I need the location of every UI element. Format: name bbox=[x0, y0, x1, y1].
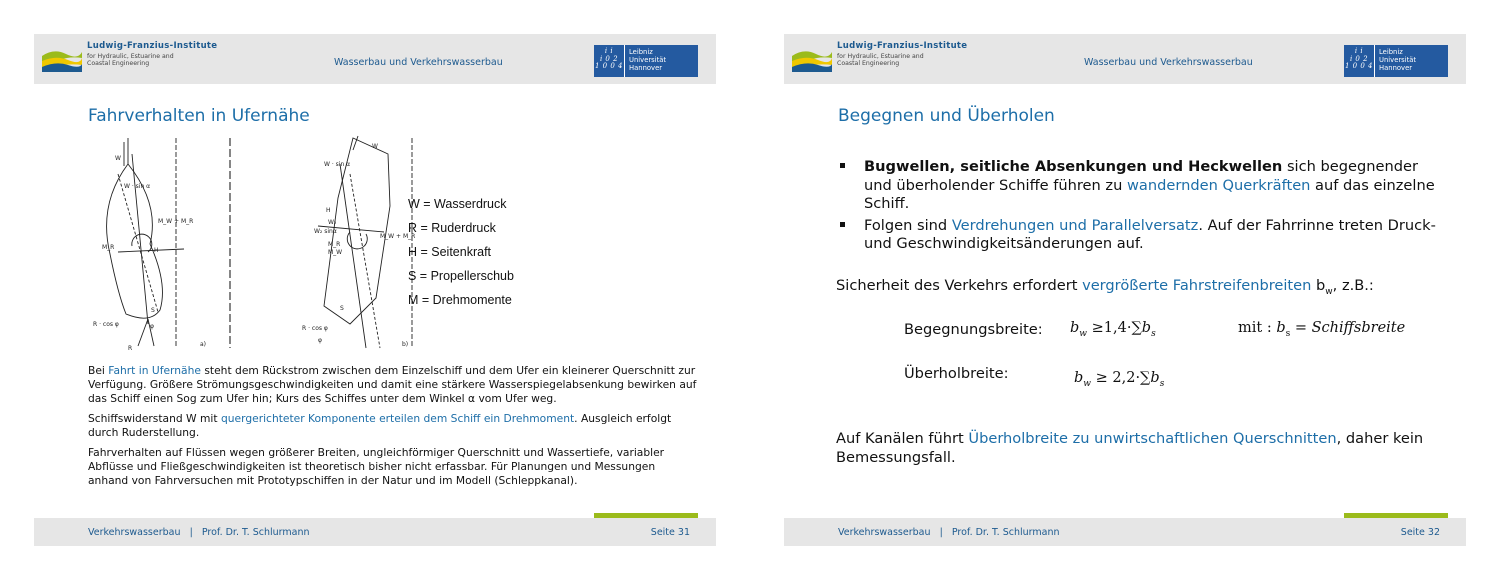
university-logo bbox=[1344, 45, 1448, 77]
slide-31 bbox=[34, 34, 716, 546]
legend-item: R = Ruderdruck bbox=[408, 221, 496, 235]
svg-text:R · cos φ: R · cos φ bbox=[302, 325, 328, 332]
paragraph-1: Bei Fahrt in Ufernähe steht dem Rückstrom zwischen dem Einzelschiff und dem Ufer ein kleinerer Querschnitt zur Verfügung. Größere Strömungsgeschwindigkeiten und damit eine stärkere Wasserspiegelabsenkung bewirken auf das Schiff einen Sog zum Ufer hin; Kurs des Schiffes unter dem Winkel α vom Ufer weg. bbox=[88, 364, 697, 405]
paragraph-3: Fahrverhalten auf Flüssen wegen größerer Breiten, ungleichförmiger Querschnitt und Wassertiefe, variabler Abflüsse und Fließgeschwindigkeiten ist theoretisch bisher nicht erfassbar. Für Planungen und Messungen anhand von Fahrversuchen mit Prototypschiffen in der Natur und im Modell (Schleppkanal). bbox=[88, 446, 665, 487]
svg-text:S: S bbox=[151, 307, 155, 314]
ship-force-diagram bbox=[88, 134, 416, 354]
svg-text:W: W bbox=[372, 143, 378, 150]
slide-title: Begegnen und Überholen bbox=[838, 106, 1055, 126]
eq1-note: mit : $b_s$ = Schiffsbreite bbox=[1238, 320, 1406, 339]
bullet-item: Folgen sind Verdrehungen und Parallelversatz. Auf der Fahrrinne treten Druck- und Geschwindigkeitsänderungen auf. bbox=[836, 217, 1436, 254]
institute-subtitle-2: Coastal Engineering bbox=[87, 59, 150, 67]
svg-text:M_W + M_R: M_W + M_R bbox=[158, 218, 194, 225]
conclusion-sentence: Auf Kanälen führt Überholbreite zu unwirtschaftlichen Querschnitten, daher kein Bemessungsfall. bbox=[836, 430, 1424, 466]
eq1-formula: $b_w \ge 1,4\cdot\sum b_s$ bbox=[1070, 320, 1156, 339]
svg-text:φ: φ bbox=[150, 323, 154, 330]
institute-subtitle-1: for Hydraulic, Estuarine and bbox=[87, 52, 174, 60]
slide-title: Fahrverhalten in Ufernähe bbox=[88, 106, 310, 126]
svg-text:M_W: M_W bbox=[328, 249, 343, 256]
svg-text:W · sin α: W · sin α bbox=[124, 183, 151, 190]
institute-logo-icon bbox=[42, 46, 82, 72]
body-text bbox=[88, 364, 698, 494]
svg-text:H: H bbox=[154, 247, 159, 254]
page-number: Seite 31 bbox=[650, 527, 690, 538]
institute-name: Ludwig-Franzius-Institute bbox=[837, 41, 968, 51]
header-course: Wasserbau und Verkehrswasserbau bbox=[1084, 57, 1253, 68]
svg-text:H: H bbox=[326, 207, 331, 214]
svg-text:M_R: M_R bbox=[328, 241, 341, 248]
slide-footer bbox=[34, 518, 716, 546]
institute-logo-icon bbox=[792, 46, 832, 72]
legend-item: S = Propellerschub bbox=[408, 269, 514, 283]
svg-text:S: S bbox=[340, 305, 344, 312]
force-legend bbox=[408, 192, 514, 312]
footer-accent-bar bbox=[594, 513, 698, 518]
svg-text:a): a) bbox=[200, 341, 207, 348]
svg-text:W₂: W₂ bbox=[328, 219, 337, 226]
safety-sentence: Sicherheit des Verkehrs erfordert vergrößerte Fahrstreifenbreiten $b_w$, z.B.: bbox=[836, 277, 1374, 297]
slide-header bbox=[34, 34, 716, 84]
bullet-item: Bugwellen, seitliche Absenkungen und Heckwellen sich begegnender und überholender Schiffe führen zu wandernden Querkräften auf das einzelne Schiff. bbox=[836, 158, 1436, 214]
university-mark-icon: i i i 0 2 1 0 0 4 bbox=[594, 45, 625, 77]
university-name: Leibniz Universität Hannover bbox=[629, 48, 667, 72]
legend-item: W = Wasserdruck bbox=[408, 197, 507, 211]
institute-name: Ludwig-Franzius-Institute bbox=[87, 41, 218, 51]
svg-text:b): b) bbox=[402, 341, 409, 348]
page-number: Seite 32 bbox=[1400, 527, 1440, 538]
svg-text:W: W bbox=[115, 155, 121, 162]
diagram-a bbox=[107, 138, 184, 346]
legend-item: H = Seitenkraft bbox=[408, 245, 492, 259]
svg-text:R: R bbox=[128, 345, 133, 352]
footer-accent-bar bbox=[1344, 513, 1448, 518]
institute-block bbox=[87, 42, 217, 67]
slide-header bbox=[784, 34, 1466, 84]
university-name: Leibniz Universität Hannover bbox=[1379, 48, 1417, 72]
institute-block bbox=[837, 42, 967, 67]
footer-course: Verkehrswasserbau | Prof. Dr. T. Schlurmann bbox=[838, 527, 1060, 538]
svg-text:φ: φ bbox=[318, 337, 322, 344]
institute-subtitle-1: for Hydraulic, Estuarine and bbox=[837, 52, 924, 60]
header-course: Wasserbau und Verkehrswasserbau bbox=[334, 57, 503, 68]
eq1-label: Begegnungsbreite: bbox=[904, 321, 1043, 338]
footer-course: Verkehrswasserbau | Prof. Dr. T. Schlurmann bbox=[88, 527, 310, 538]
slide-32 bbox=[784, 34, 1466, 546]
svg-text:W · sin α: W · sin α bbox=[324, 161, 351, 168]
bullet-list bbox=[836, 158, 1436, 257]
paragraph-2: Schiffswiderstand W mit quergerichteter Komponente erteilen dem Schiff ein Drehmoment. Ausgleich erfolgt durch Ruderstellung. bbox=[88, 412, 672, 439]
slide-footer bbox=[784, 518, 1466, 546]
svg-text:W₂ sinα: W₂ sinα bbox=[314, 228, 337, 235]
bullet-square-icon bbox=[840, 222, 845, 227]
university-logo bbox=[594, 45, 698, 77]
svg-text:M_W + M_R: M_W + M_R bbox=[380, 233, 416, 240]
university-mark-icon: i i i 0 2 1 0 0 4 bbox=[1344, 45, 1375, 77]
bullet-square-icon bbox=[840, 163, 845, 168]
eq2-formula: $b_w \ge 2,2\cdot\sum b_s$ bbox=[1074, 370, 1165, 389]
svg-text:M_R: M_R bbox=[102, 244, 115, 251]
institute-subtitle-2: Coastal Engineering bbox=[837, 59, 900, 67]
legend-item: M = Drehmomente bbox=[408, 293, 512, 307]
eq2-label: Überholbreite: bbox=[904, 365, 1009, 382]
svg-text:R · cos φ: R · cos φ bbox=[93, 321, 119, 328]
